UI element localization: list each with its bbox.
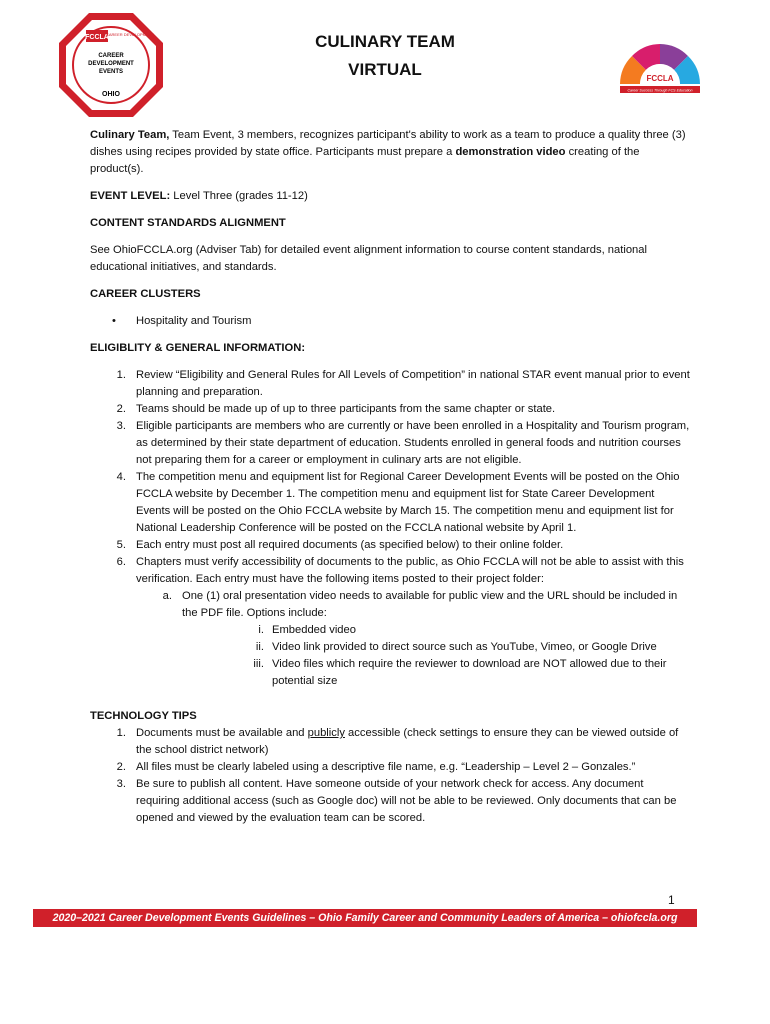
item-text: Review “Eligibility and General Rules for All Levels of Competition” in national STAR event manual prior to event planning and preparation. xyxy=(136,369,690,398)
item-text: The competition menu and equipment list for Regional Career Development Events will be posted on the Ohio FCCLA website by December 1. The competition menu and equipment list for State Career Development Events will be posted on the Ohio FCCLA website by March 15. The competition menu and equipment list for National Leadership Conference will be posted on the FCCLA national website by April 1. xyxy=(136,471,680,534)
item-number: 6. xyxy=(116,556,126,568)
item-number: a. xyxy=(162,590,172,602)
cluster-item: Hospitality and Tourism xyxy=(136,315,252,327)
event-level-value: Level Three (grades 11-12) xyxy=(170,190,308,202)
sub-list-item xyxy=(136,588,690,622)
list-item xyxy=(90,759,690,776)
intro-paragraph xyxy=(90,127,690,178)
roman-list-item xyxy=(136,656,690,690)
fccla-rainbow-logo xyxy=(610,28,710,98)
intro-bold: demonstration video xyxy=(452,146,566,158)
eligibility-heading: ELIGIBLITY & GENERAL INFORMATION: xyxy=(90,342,306,354)
list-item xyxy=(90,537,690,554)
left-logo-org: FCCLA xyxy=(85,34,109,41)
list-item xyxy=(90,554,690,690)
content-standards-text: See OhioFCCLA.org (Adviser Tab) for detailed event alignment information to course content standards, national educational initiatives, and standards. xyxy=(90,244,647,273)
item-number: 3. xyxy=(116,420,126,432)
left-logo-arc: CAREER DEVELOPMENT xyxy=(105,32,155,37)
document-body xyxy=(90,127,690,827)
item-text: Documents must be available and xyxy=(136,727,308,739)
left-logo-line3: EVENTS xyxy=(98,69,124,75)
ohio-cde-logo xyxy=(58,12,164,118)
tech-tips-list xyxy=(90,725,690,827)
item-number: i. xyxy=(258,624,264,636)
title-line1: CULINARY TEAM xyxy=(315,32,455,51)
list-item xyxy=(90,313,690,330)
page-number: 1 xyxy=(668,893,675,907)
roman-list-item xyxy=(136,622,690,639)
bullet-icon: • xyxy=(112,315,116,327)
right-logo-org: FCCLA xyxy=(646,74,674,83)
tech-tips-heading: TECHNOLOGY TIPS xyxy=(90,710,197,722)
item-number: 4. xyxy=(116,471,126,483)
event-level-label: EVENT LEVEL: xyxy=(90,190,171,202)
item-number: 5. xyxy=(116,539,126,551)
list-item xyxy=(90,725,690,759)
list-item xyxy=(90,401,690,418)
item-number: 1. xyxy=(116,727,126,739)
item-text: Teams should be made up of up to three participants from the same chapter or state. xyxy=(136,403,556,415)
item-number: 1. xyxy=(116,369,126,381)
item-text: Video files which require the reviewer to download are NOT allowed due to their potential size xyxy=(272,658,667,687)
intro-text-a: Team Event, 3 members, recognizes participant's ability to work as a team to produce a quality three (3) dishes using recipes provided by state office. Participants must prepare a xyxy=(90,129,686,158)
item-number: iii. xyxy=(253,658,264,670)
event-level xyxy=(90,188,690,205)
item-text: Eligible participants are members who are currently or have been enrolled in a Hospitality and Tourism program, as determined by their state department of education. Students enrolled in general foods and nutrition courses not preparing them for a career or employment in culinary arts are not eligible. xyxy=(136,420,690,466)
title-line2: VIRTUAL xyxy=(348,60,422,79)
left-logo-line2: DEVELOPMENT xyxy=(88,61,134,67)
eligibility-list xyxy=(90,367,690,690)
item-text-underlined: publicly xyxy=(307,727,345,739)
item-text: accessible (check settings to ensure they can be viewed outside of the school district network) xyxy=(136,727,679,756)
item-text: Embedded video xyxy=(272,624,356,636)
list-item xyxy=(90,776,690,827)
left-logo-bottom: OHIO xyxy=(102,91,120,98)
item-text: All files must be clearly labeled using a descriptive file name, e.g. “Leadership – Level 2 – Gonzales.” xyxy=(136,761,636,773)
item-text: Video link provided to direct source such as YouTube, Vimeo, or Google Drive xyxy=(272,641,657,653)
content-standards-heading: CONTENT STANDARDS ALIGNMENT xyxy=(90,217,286,229)
footer-banner: 2020–2021 Career Development Events Guidelines – Ohio Family Career and Community Leaders of America – ohiofccla.org xyxy=(33,909,697,927)
page-title xyxy=(200,28,570,84)
intro-lead: Culinary Team, xyxy=(90,129,170,141)
item-text: Be sure to publish all content. Have someone outside of your network check for access. Any document requiring additional access (such as Google doc) will not be able to be reviewed. Only documents that can be opened and viewed by the evaluation team can be scored. xyxy=(136,778,677,824)
roman-list-item xyxy=(136,639,690,656)
item-number: ii. xyxy=(255,641,264,653)
item-text: One (1) oral presentation video needs to available for public view and the URL should be included in the PDF file. Options include: xyxy=(182,590,678,619)
item-text: Each entry must post all required documents (as specified below) to their online folder. xyxy=(136,539,564,551)
item-number: 3. xyxy=(116,778,126,790)
list-item xyxy=(90,469,690,537)
career-clusters-heading: CAREER CLUSTERS xyxy=(90,288,201,300)
right-logo-tagline: Career Success Through FCS Education xyxy=(627,88,693,93)
intro-text-b: creating of the product(s). xyxy=(90,146,640,175)
list-item xyxy=(90,367,690,401)
item-text: Chapters must verify accessibility of documents to the public, as Ohio FCCLA will not be able to assist with this verification. Each entry must have the following items posted to their project folder: xyxy=(136,556,684,585)
item-number: 2. xyxy=(116,761,126,773)
item-number: 2. xyxy=(116,403,126,415)
left-logo-line1: CAREER xyxy=(98,53,124,59)
list-item xyxy=(90,418,690,469)
